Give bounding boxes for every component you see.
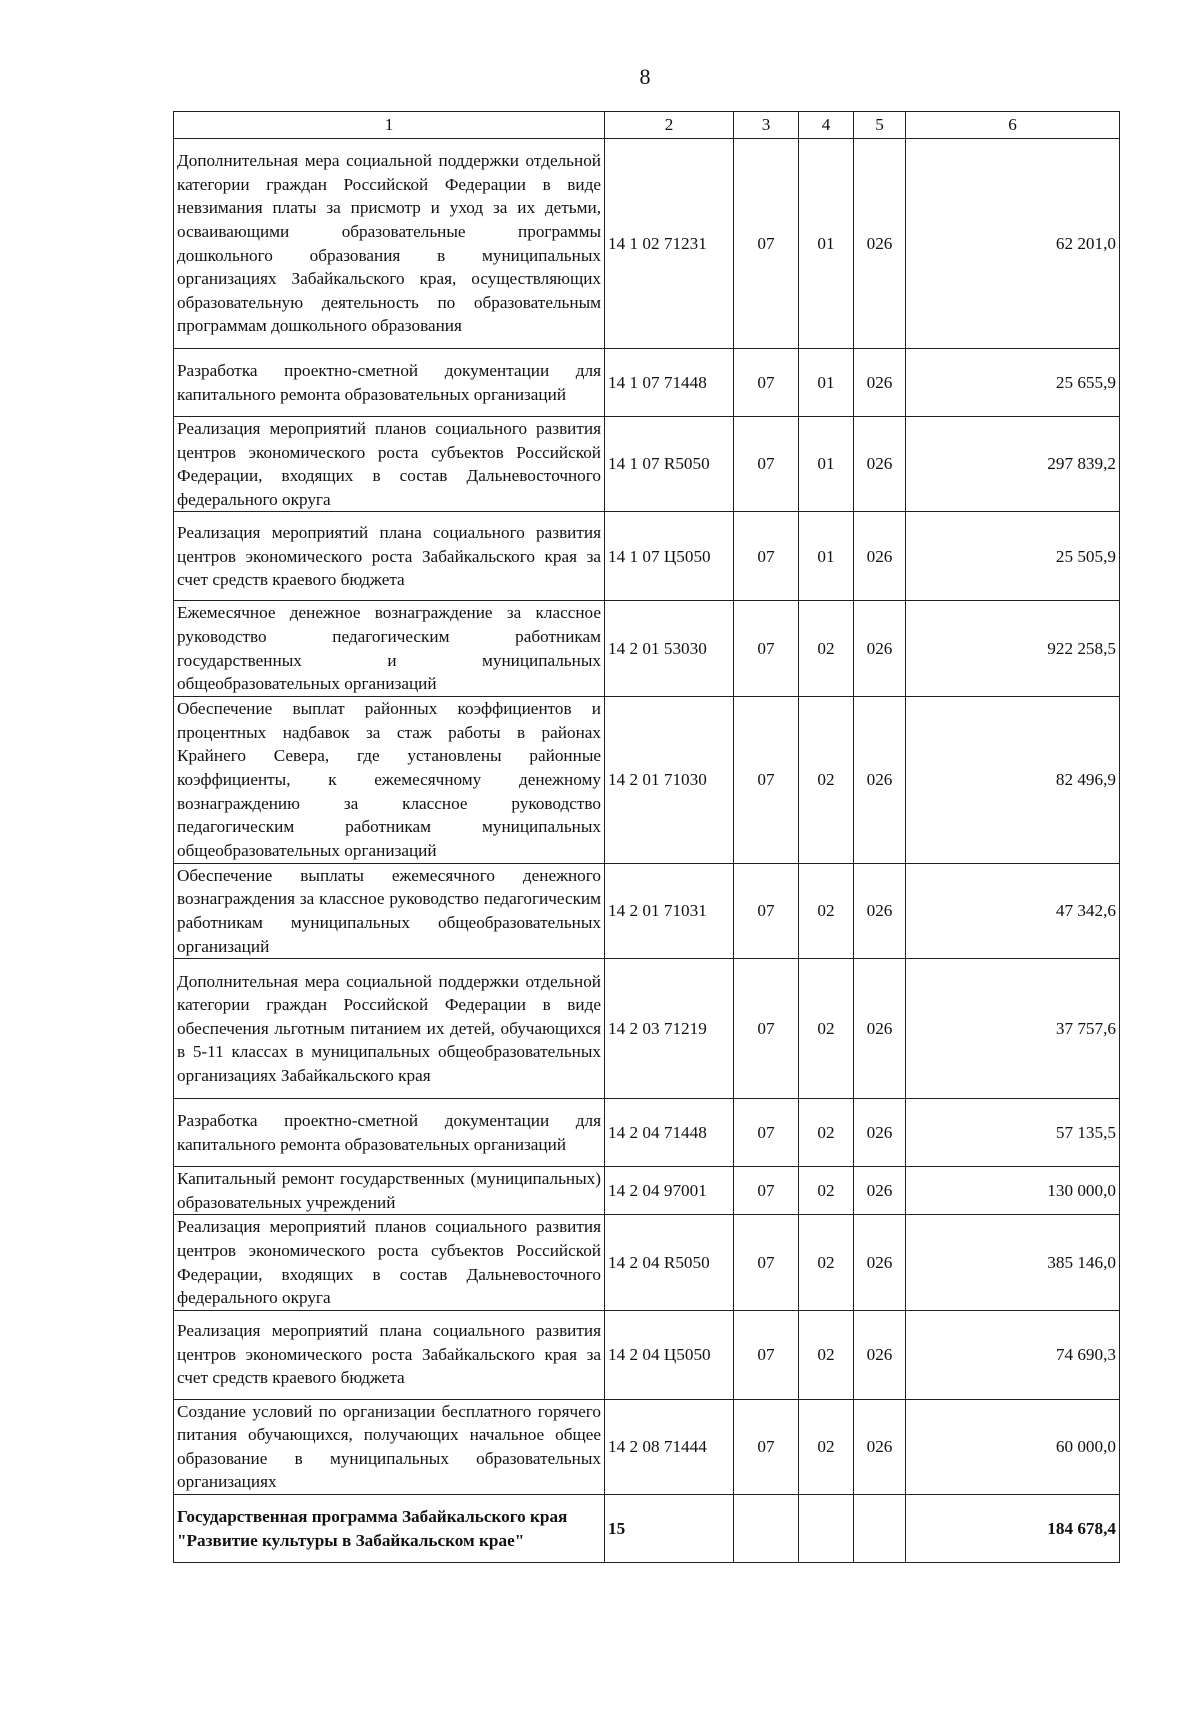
row-section: 07 <box>734 1099 799 1167</box>
table-row <box>174 349 1120 417</box>
table-row <box>174 1399 1120 1494</box>
row-subsection: 02 <box>799 1167 854 1215</box>
row-subsection: 02 <box>799 1215 854 1310</box>
row-amount: 130 000,0 <box>906 1167 1120 1215</box>
table-row <box>174 1167 1120 1215</box>
page-number: 8 <box>639 64 651 89</box>
row-description: Обеспечение выплат районных коэффициентов и процентных надбавок за стаж работы в районах Крайнего Севера, где установлены районные коэффициенты, к ежемесячному денежному вознаграждению за классное руководство педагогическим работникам муниципальных общеобразовательных организаций <box>174 696 605 863</box>
row-ministry-code: 026 <box>854 863 906 958</box>
row-ministry-code: 026 <box>854 139 906 349</box>
row-description: Разработка проектно-сметной документации для капитального ремонта образовательных организаций <box>174 349 605 417</box>
row-section: 07 <box>734 139 799 349</box>
header-cell: 2 <box>605 112 734 139</box>
table-row <box>174 1215 1120 1310</box>
row-description: Создание условий по организации бесплатного горячего питания обучающихся, получающих начальное общее образование в муниципальных образовательных организациях <box>174 1399 605 1494</box>
row-section: 07 <box>734 417 799 512</box>
row-description: Дополнительная мера социальной поддержки отдельной категории граждан Российской Федерации в виде невзимания платы за присмотр и уход за их детьми, осваивающими образовательные программы дошкольного образования в муниципальных организациях Забайкальского края, осуществляющих образовательную деятельность по образовательным программам дошкольного образования <box>174 139 605 349</box>
row-code: 14 2 01 53030 <box>605 601 734 696</box>
row-section: 07 <box>734 1215 799 1310</box>
row-section: 07 <box>734 1399 799 1494</box>
row-subsection: 02 <box>799 1399 854 1494</box>
row-subsection: 02 <box>799 601 854 696</box>
row-section: 07 <box>734 1167 799 1215</box>
budget-table <box>173 111 1120 1563</box>
row-ministry-code: 026 <box>854 959 906 1099</box>
row-subsection: 01 <box>799 417 854 512</box>
row-amount: 62 201,0 <box>906 139 1120 349</box>
row-code: 14 2 04 R5050 <box>605 1215 734 1310</box>
row-section <box>734 1495 799 1563</box>
row-code: 14 1 02 71231 <box>605 139 734 349</box>
row-amount: 37 757,6 <box>906 959 1120 1099</box>
row-amount: 60 000,0 <box>906 1399 1120 1494</box>
row-amount: 385 146,0 <box>906 1215 1120 1310</box>
row-section: 07 <box>734 696 799 863</box>
row-amount: 57 135,5 <box>906 1099 1120 1167</box>
header-cell: 4 <box>799 112 854 139</box>
row-section: 07 <box>734 601 799 696</box>
row-amount: 25 505,9 <box>906 512 1120 601</box>
table-row <box>174 1310 1120 1399</box>
row-code: 14 2 04 71448 <box>605 1099 734 1167</box>
table-row <box>174 1495 1120 1563</box>
row-code: 14 2 04 97001 <box>605 1167 734 1215</box>
row-ministry-code: 026 <box>854 349 906 417</box>
row-subsection: 02 <box>799 959 854 1099</box>
row-section: 07 <box>734 863 799 958</box>
row-subsection: 02 <box>799 696 854 863</box>
table-row <box>174 1099 1120 1167</box>
row-description: Разработка проектно-сметной документации для капитального ремонта образовательных организаций <box>174 1099 605 1167</box>
row-description: Дополнительная мера социальной поддержки отдельной категории граждан Российской Федерации в виде обеспечения льготным питанием их детей, обучающихся в 5-11 классах в муниципальных общеобразовательных организациях Забайкальского края <box>174 959 605 1099</box>
row-description: Капитальный ремонт государственных (муниципальных) образовательных учреждений <box>174 1167 605 1215</box>
row-ministry-code <box>854 1495 906 1563</box>
row-code: 14 2 01 71030 <box>605 696 734 863</box>
row-description: Реализация мероприятий плана социального развития центров экономического роста Забайкальского края за счет средств краевого бюджета <box>174 1310 605 1399</box>
table-row <box>174 601 1120 696</box>
row-description: Ежемесячное денежное вознаграждение за классное руководство педагогическим работникам государственных и муниципальных общеобразовательных организаций <box>174 601 605 696</box>
row-ministry-code: 026 <box>854 601 906 696</box>
row-subsection: 01 <box>799 349 854 417</box>
row-ministry-code: 026 <box>854 417 906 512</box>
table-row <box>174 139 1120 349</box>
row-section: 07 <box>734 349 799 417</box>
header-cell: 3 <box>734 112 799 139</box>
header-cell: 5 <box>854 112 906 139</box>
row-amount: 297 839,2 <box>906 417 1120 512</box>
row-amount: 922 258,5 <box>906 601 1120 696</box>
row-code: 14 1 07 71448 <box>605 349 734 417</box>
row-subsection: 02 <box>799 1310 854 1399</box>
row-subsection: 02 <box>799 1099 854 1167</box>
table-row <box>174 512 1120 601</box>
table-row <box>174 863 1120 958</box>
row-ministry-code: 026 <box>854 1215 906 1310</box>
row-code: 15 <box>605 1495 734 1563</box>
row-section: 07 <box>734 959 799 1099</box>
row-code: 14 1 07 Ц5050 <box>605 512 734 601</box>
row-section: 07 <box>734 1310 799 1399</box>
row-description: Реализация мероприятий планов социального развития центров экономического роста субъектов Российской Федерации, входящих в состав Дальневосточного федерального округа <box>174 417 605 512</box>
row-amount: 47 342,6 <box>906 863 1120 958</box>
row-ministry-code: 026 <box>854 1310 906 1399</box>
row-code: 14 2 04 Ц5050 <box>605 1310 734 1399</box>
row-code: 14 1 07 R5050 <box>605 417 734 512</box>
row-subsection <box>799 1495 854 1563</box>
row-code: 14 2 03 71219 <box>605 959 734 1099</box>
table-row <box>174 417 1120 512</box>
header-cell: 6 <box>906 112 1120 139</box>
header-cell: 1 <box>174 112 605 139</box>
row-description: Обеспечение выплаты ежемесячного денежного вознаграждения за классное руководство педагогическим работникам муниципальных общеобразовательных организаций <box>174 863 605 958</box>
table-header-row <box>174 112 1120 139</box>
row-amount: 184 678,4 <box>906 1495 1120 1563</box>
row-description: Реализация мероприятий плана социального развития центров экономического роста Забайкальского края за счет средств краевого бюджета <box>174 512 605 601</box>
row-code: 14 2 01 71031 <box>605 863 734 958</box>
row-code: 14 2 08 71444 <box>605 1399 734 1494</box>
row-ministry-code: 026 <box>854 1399 906 1494</box>
row-amount: 25 655,9 <box>906 349 1120 417</box>
row-subsection: 02 <box>799 863 854 958</box>
row-ministry-code: 026 <box>854 512 906 601</box>
row-amount: 74 690,3 <box>906 1310 1120 1399</box>
row-description: Государственная программа Забайкальского края "Развитие культуры в Забайкальском крае" <box>174 1495 605 1563</box>
table-row <box>174 696 1120 863</box>
row-subsection: 01 <box>799 139 854 349</box>
table-row <box>174 959 1120 1099</box>
row-ministry-code: 026 <box>854 1167 906 1215</box>
row-ministry-code: 026 <box>854 1099 906 1167</box>
row-subsection: 01 <box>799 512 854 601</box>
row-section: 07 <box>734 512 799 601</box>
row-description: Реализация мероприятий планов социального развития центров экономического роста субъектов Российской Федерации, входящих в состав Дальневосточного федерального округа <box>174 1215 605 1310</box>
row-ministry-code: 026 <box>854 696 906 863</box>
row-amount: 82 496,9 <box>906 696 1120 863</box>
